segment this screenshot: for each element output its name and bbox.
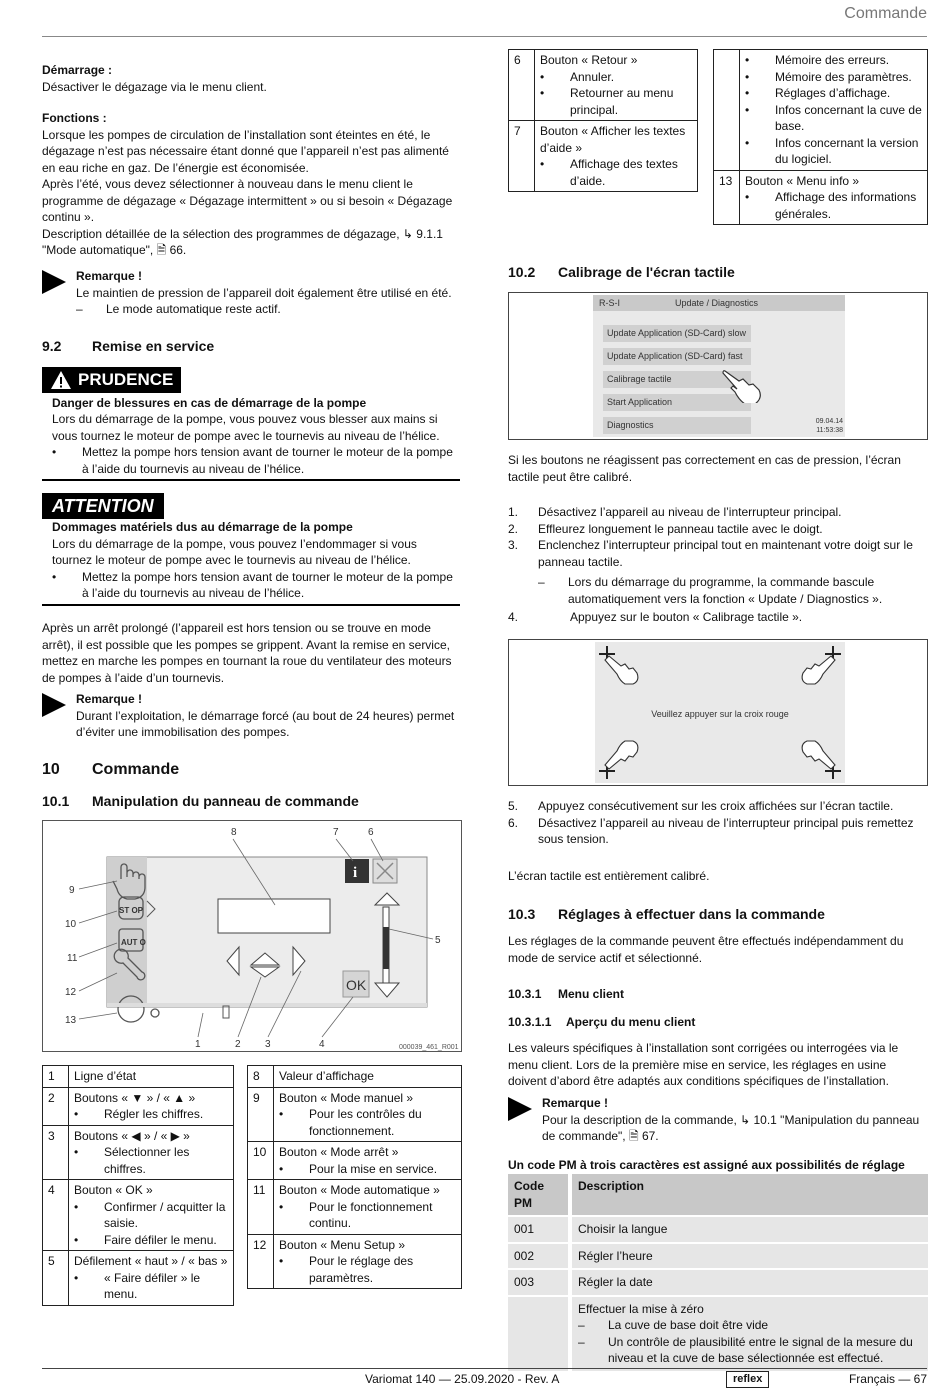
legend-bullet: • Réglages d’affichage. <box>745 86 891 100</box>
legend-cell <box>535 50 698 121</box>
brand-logo: reflex <box>726 1371 769 1388</box>
pm-row <box>508 1243 928 1270</box>
arret-text: Après un arrêt prolongé (l’appareil est hors tension ou se trouve en mode arrêt), il est possible que les pompes se grippent. Avant la remise en service, mettez en marche les pompes en tournant la roue du ventilateur des moteurs de pompes à l’aide d’un tournevis. <box>42 621 452 685</box>
screen-left-label: R-S-I <box>599 298 620 308</box>
legend-row <box>714 170 928 225</box>
svg-text:2: 2 <box>235 1039 241 1050</box>
legend-number: 2 <box>43 1087 69 1125</box>
pm-desc: Régler la date <box>572 1269 928 1296</box>
section-10-1: 10.1 Manipulation du panneau de commande <box>42 793 359 809</box>
figure-code: 000039_461_R001 <box>399 1044 459 1051</box>
pm-caption: Un code PM à trois caractères est assigné aux possibilités de réglage <box>508 1158 905 1172</box>
legend-cell <box>274 1180 462 1235</box>
section-9-2-title: Remise en service <box>92 338 215 354</box>
legend-cell <box>274 1234 462 1289</box>
legend-number: 10 <box>248 1142 274 1180</box>
legend-title: Bouton « Mode manuel » <box>279 1090 414 1105</box>
legend-title: Bouton « Menu info » <box>745 173 860 188</box>
legend-row <box>509 121 698 192</box>
screen-menu-item[interactable]: Update Application (SD-Card) slow <box>603 325 751 342</box>
legend-cell <box>740 170 928 225</box>
prudence-title: Danger de blessures en cas de démarrage de la pompe <box>52 395 367 410</box>
svg-text:4: 4 <box>319 1039 325 1050</box>
svg-text:12: 12 <box>65 987 77 998</box>
legend-number: 3 <box>43 1125 69 1180</box>
header-rule <box>42 36 927 37</box>
note-arrow-icon <box>508 1097 532 1121</box>
demarrage-title: Démarrage : <box>42 63 113 77</box>
legend-row <box>248 1066 462 1088</box>
section-10-3-1: 10.3.1 Menu client <box>508 987 625 1001</box>
legend-number: 1 <box>43 1066 69 1088</box>
note-1: Remarque ! Le maintien de pression de l’appareil doit également être utilisé en été. – Le mode automatique reste actif. <box>42 268 460 318</box>
legend-bullet: • « Faire défiler » le menu. <box>74 1270 201 1301</box>
legend-row <box>43 1087 234 1125</box>
fonctions-title: Fonctions : <box>42 111 107 125</box>
update-diagnostics-screenshot <box>508 292 928 440</box>
note-2 <box>42 691 460 741</box>
note-3-title: Remarque ! <box>542 1096 609 1110</box>
legend-number: 4 <box>43 1180 69 1251</box>
calibration-steps <box>508 504 928 570</box>
screen-menu-item[interactable]: Calibrage tactile <box>603 371 751 388</box>
prudence-badge: PRUDENCE <box>42 367 181 393</box>
legend-row <box>248 1180 462 1235</box>
legend-row <box>509 50 698 121</box>
fonctions-p2: Après l’été, vous devez sélectionner à nouveau dans le menu client le programme de dégazage « Dégazage intermittent » ou si besoin « Dégazage continu ». <box>42 177 453 224</box>
note-1-title: Remarque ! <box>76 269 143 283</box>
legend-cell <box>69 1087 234 1125</box>
legend-bullet: • Mémoire des paramètres. <box>745 69 912 84</box>
warning-triangle-icon <box>50 370 72 390</box>
note-arrow-icon <box>42 270 66 294</box>
screen-menu-item[interactable]: Update Application (SD-Card) fast <box>603 348 751 365</box>
section-10-3: 10.3 Réglages à effectuer dans la commande <box>508 906 825 922</box>
attention-box: ATTENTION Dommages matériels dus au démarrage de la pompe Lors du démarrage de la pompe, vous pouvez l’endommager si vous tournez le moteur de pompe avec le tournevis au niveau de l’hélice. • Mettez la pompe hors tension avant de tourner le moteur de la pompe à l’aide du tournevis au niveau de l’hélice. <box>42 493 460 606</box>
hand-pointer-icon <box>721 365 765 403</box>
legend-cell <box>69 1251 234 1306</box>
section-9-2: 9.2 Remise en service <box>42 338 215 354</box>
svg-text:9: 9 <box>69 885 75 896</box>
legend-bullet: • Retourner au menu principal. <box>540 86 674 117</box>
calibration-intro: Si les boutons ne réagissent pas correctement en cas de pression, l’écran tactile peut être calibré. <box>508 453 901 484</box>
step-item: 3. Enclenchez l’interrupteur principal tout en maintenant votre doigt sur le panneau tactile. <box>508 538 913 569</box>
legend-cell <box>274 1066 462 1088</box>
step-item: 2. Effleurez longuement le panneau tactile avec le doigt. <box>508 521 823 536</box>
legend-cell <box>535 121 698 192</box>
demarrage-text: Désactiver le dégazage via le menu client. <box>42 79 267 94</box>
legend-number: 12 <box>248 1234 274 1289</box>
section-10-3-title: Réglages à effectuer dans la commande <box>558 906 825 922</box>
section-10-1-title: Manipulation du panneau de commande <box>92 793 359 809</box>
legend-title: Défilement « haut » / « bas » <box>74 1254 228 1268</box>
fonctions-p3: Description détaillée de la sélection des programmes de dégazage, ↳ 9.1.1 "Mode automatique", 🗎 66. <box>42 226 443 257</box>
legend-row <box>43 1251 234 1306</box>
svg-text:3: 3 <box>265 1039 271 1050</box>
control-panel-figure <box>42 820 462 1052</box>
attention-text: Lors du démarrage de la pompe, vous pouvez l’endommager si vous tournez le moteur de pompe avec le tournevis au niveau de l’hélice. <box>52 536 417 567</box>
demarrage-block <box>42 62 460 95</box>
legend-title: Bouton « OK » <box>74 1183 153 1197</box>
prudence-bullet: Mettez la pompe hors tension avant de tourner le moteur de la pompe à l’aide du tournevis au niveau de l’hélice. <box>82 445 453 476</box>
fonctions-p1: Lorsque les pompes de circulation de l’installation sont éteintes en été, le dégazage n’est pas nécessaire étant donné que l’appareil n’est pas alimenté en eau riche en gaz. De l’énergie est économisée. <box>42 127 449 175</box>
legend-cell <box>274 1142 462 1180</box>
legend-table-right-a <box>508 49 698 192</box>
pm-row <box>508 1296 928 1372</box>
step3-dash: – Lors du démarrage du programme, la commande bascule automatiquement vers la fonction « Update / Diagnostics ». <box>538 575 883 606</box>
svg-text:13: 13 <box>65 1015 77 1026</box>
pm-table <box>508 1174 928 1373</box>
legend-bullet: • Pour le réglage des paramètres. <box>279 1254 414 1285</box>
legend-bullet: • Pour les contrôles du fonctionnement. <box>279 1107 422 1138</box>
footer-rule <box>42 1368 927 1369</box>
section-10-2: 10.2 Calibrage de l'écran tactile <box>508 264 735 280</box>
step-item: 6. Désactivez l’appareil au niveau de l’interrupteur principal puis remettez sous tension. <box>508 815 914 846</box>
pm-desc: Effectuer la mise à zéro – La cuve de base doit être vide – Un contrôle de plausibilité entre le signal de la mesure du niveau et la cuve de base sélectionnée est effectué. <box>572 1296 928 1372</box>
legend-table-mid <box>247 1065 462 1289</box>
calibration-steps-2 <box>508 798 928 848</box>
note-arrow-icon <box>42 693 66 717</box>
legend-row <box>248 1087 462 1142</box>
svg-text:6: 6 <box>368 827 374 838</box>
section-10-3-1-1: 10.3.1.1 Aperçu du menu client <box>508 1015 696 1029</box>
step-item: 1. Désactivez l’appareil au niveau de l’interrupteur principal. <box>508 505 842 519</box>
pm-code <box>508 1296 568 1372</box>
screen-menu-item[interactable]: Diagnostics <box>603 417 751 434</box>
attention-bullet: Mettez la pompe hors tension avant de tourner le moteur de la pompe à l’aide du tournevis au niveau de l’hélice. <box>82 569 453 600</box>
legend-bullet: • Pour le fonctionnement continu. <box>279 1199 433 1230</box>
legend-title: Valeur d’affichage <box>279 1069 374 1083</box>
header-title: Commande <box>844 5 927 22</box>
legend-title: Bouton « Mode automatique » <box>279 1183 440 1197</box>
legend-bullet: • Mémoire des erreurs. <box>745 53 890 67</box>
note-3-text: Pour la description de la commande, ↳ 10.1 "Manipulation du panneau de commande", 🗎 67. <box>542 1112 920 1143</box>
note-2-title: Remarque ! <box>76 692 143 706</box>
legend-number: 6 <box>509 50 535 121</box>
pm-desc: Choisir la langue <box>572 1216 928 1243</box>
legend-number <box>714 50 740 171</box>
legend-cell <box>69 1125 234 1180</box>
legend-table-left <box>42 1065 234 1306</box>
svg-text:8: 8 <box>231 827 237 838</box>
legend-bullet: • Faire défiler le menu. <box>74 1232 217 1247</box>
legend-row <box>248 1142 462 1180</box>
section-10-3-1-1-title: Aperçu du menu client <box>566 1015 696 1029</box>
legend-row <box>43 1066 234 1088</box>
pm-head-desc: Description <box>572 1174 928 1216</box>
legend-title: Boutons « ▼ » / « ▲ » <box>74 1090 196 1105</box>
auto-button: AUT O <box>121 938 146 947</box>
note-2-text: Durant l’exploitation, le démarrage forcé (au bout de 24 heures) permet d’éviter une immobilisation des pompes. <box>76 708 455 739</box>
screen-time: 11:53:38 <box>816 427 843 434</box>
legend-number: 5 <box>43 1251 69 1306</box>
legend-bullet: • Annuler. <box>540 69 615 84</box>
legend-bullet: • Pour la mise en service. <box>279 1161 438 1176</box>
svg-text:1: 1 <box>195 1039 201 1050</box>
pm-desc: Régler l’heure <box>572 1243 928 1270</box>
legend-bullet: • Affichage des textes d’aide. <box>540 157 678 188</box>
legend-row <box>43 1125 234 1180</box>
svg-text:7: 7 <box>333 827 339 838</box>
pm-code: 003 <box>508 1269 568 1296</box>
footer-center: Variomat 140 — 25.09.2020 - Rev. A <box>365 1372 560 1386</box>
legend-bullet: • Affichage des informations générales. <box>745 190 917 221</box>
step-4: 4. Appuyez sur le bouton « Calibrage tactile ». <box>508 610 803 624</box>
prudence-box: PRUDENCE Danger de blessures en cas de démarrage de la pompe Lors du démarrage de la pompe, vous pouvez vous blesser aux mains si vous tournez le moteur de pompe avec le tournevis au niveau de l’hélice. • Mettez la pompe hors tension avant de tourner le moteur de la pompe à l’aide du tournevis au niveau de l’hélice. <box>42 367 460 481</box>
note-1-text: Le maintien de pression de l’appareil doit également être utilisé en été. <box>76 285 452 300</box>
note-3 <box>508 1095 928 1145</box>
footer-page: Français — 67 <box>848 1372 927 1386</box>
legend-row <box>43 1180 234 1251</box>
section-10-3-text: Les réglages de la commande peuvent être effectués indépendamment du mode de service actif et sélectionné. <box>508 934 904 965</box>
section-10-3-1-title: Menu client <box>558 987 625 1001</box>
legend-title: Bouton « Mode arrêt » <box>279 1145 399 1159</box>
section-10-3-1-1-text: Les valeurs spécifiques à l’installation sont corrigées ou interrogées via le menu client. Lors de la première mise en service, les réglages en usine doivent d’abord être adaptés aux conditions spécifiques de l’installation. <box>508 1041 899 1088</box>
legend-title: Bouton « Afficher les textes d’aide » <box>540 124 686 155</box>
legend-title: Ligne d’état <box>74 1069 137 1083</box>
legend-number: 7 <box>509 121 535 192</box>
attention-badge: ATTENTION <box>42 493 164 519</box>
legend-row <box>714 50 928 171</box>
legend-title: Boutons « ◀ » / « ▶ » <box>74 1128 190 1143</box>
legend-title: Bouton « Retour » <box>540 53 638 67</box>
section-10: 10 Commande <box>42 761 180 778</box>
legend-number: 8 <box>248 1066 274 1088</box>
legend-cell <box>274 1087 462 1142</box>
pm-row <box>508 1269 928 1296</box>
legend-row <box>248 1234 462 1289</box>
calibration-done: L’écran tactile est entièrement calibré. <box>508 869 710 883</box>
svg-text:11: 11 <box>67 953 78 964</box>
calibration-screenshot <box>508 639 928 786</box>
pm-code: 002 <box>508 1243 568 1270</box>
legend-number: 13 <box>714 170 740 225</box>
svg-text:5: 5 <box>435 935 441 946</box>
section-10-2-title: Calibrage de l'écran tactile <box>558 264 735 280</box>
legend-bullet: • Confirmer / acquitter la saisie. <box>74 1199 226 1230</box>
pm-code: 001 <box>508 1216 568 1243</box>
legend-number: 11 <box>248 1180 274 1235</box>
fonctions-block <box>42 110 460 259</box>
legend-cell <box>740 50 928 171</box>
legend-bullet: • Régler les chiffres. <box>74 1107 204 1121</box>
screen-title: Update / Diagnostics <box>675 298 759 308</box>
stop-button: ST OP <box>119 906 144 915</box>
legend-table-right-b <box>713 49 928 225</box>
screen-menu-item[interactable]: Start Application <box>603 394 751 411</box>
ok-button: OK <box>346 977 367 993</box>
screen-date: 09.04.14 <box>815 418 843 425</box>
attention-title: Dommages matériels dus au démarrage de la pompe <box>52 520 353 534</box>
step-item: 5. Appuyez consécutivement sur les croix affichées sur l’écran tactile. <box>508 799 894 813</box>
legend-bullet: • Sélectionner les chiffres. <box>74 1145 190 1176</box>
note-1-dash: Le mode automatique reste actif. <box>106 302 281 316</box>
svg-text:i: i <box>353 865 358 881</box>
legend-title: Bouton « Menu Setup » <box>279 1237 406 1252</box>
prudence-text: Lors du démarrage de la pompe, vous pouvez vous blesser aux mains si vous tournez le moteur de pompe avec le tournevis au niveau de l’hélice. <box>52 412 440 443</box>
calibration-instruction: Veuillez appuyer sur la croix rouge <box>651 709 789 719</box>
legend-cell <box>69 1066 234 1088</box>
legend-cell <box>69 1180 234 1251</box>
pm-row <box>508 1216 928 1243</box>
legend-number: 9 <box>248 1087 274 1142</box>
legend-bullet: • Infos concernant la version du logiciel. <box>745 135 919 166</box>
calibration-crosses <box>595 642 845 783</box>
svg-text:10: 10 <box>65 919 77 930</box>
pm-head-code: Code PM <box>508 1174 568 1216</box>
section-10-title: Commande <box>92 761 180 778</box>
legend-bullet: • Infos concernant la cuve de base. <box>745 102 922 133</box>
